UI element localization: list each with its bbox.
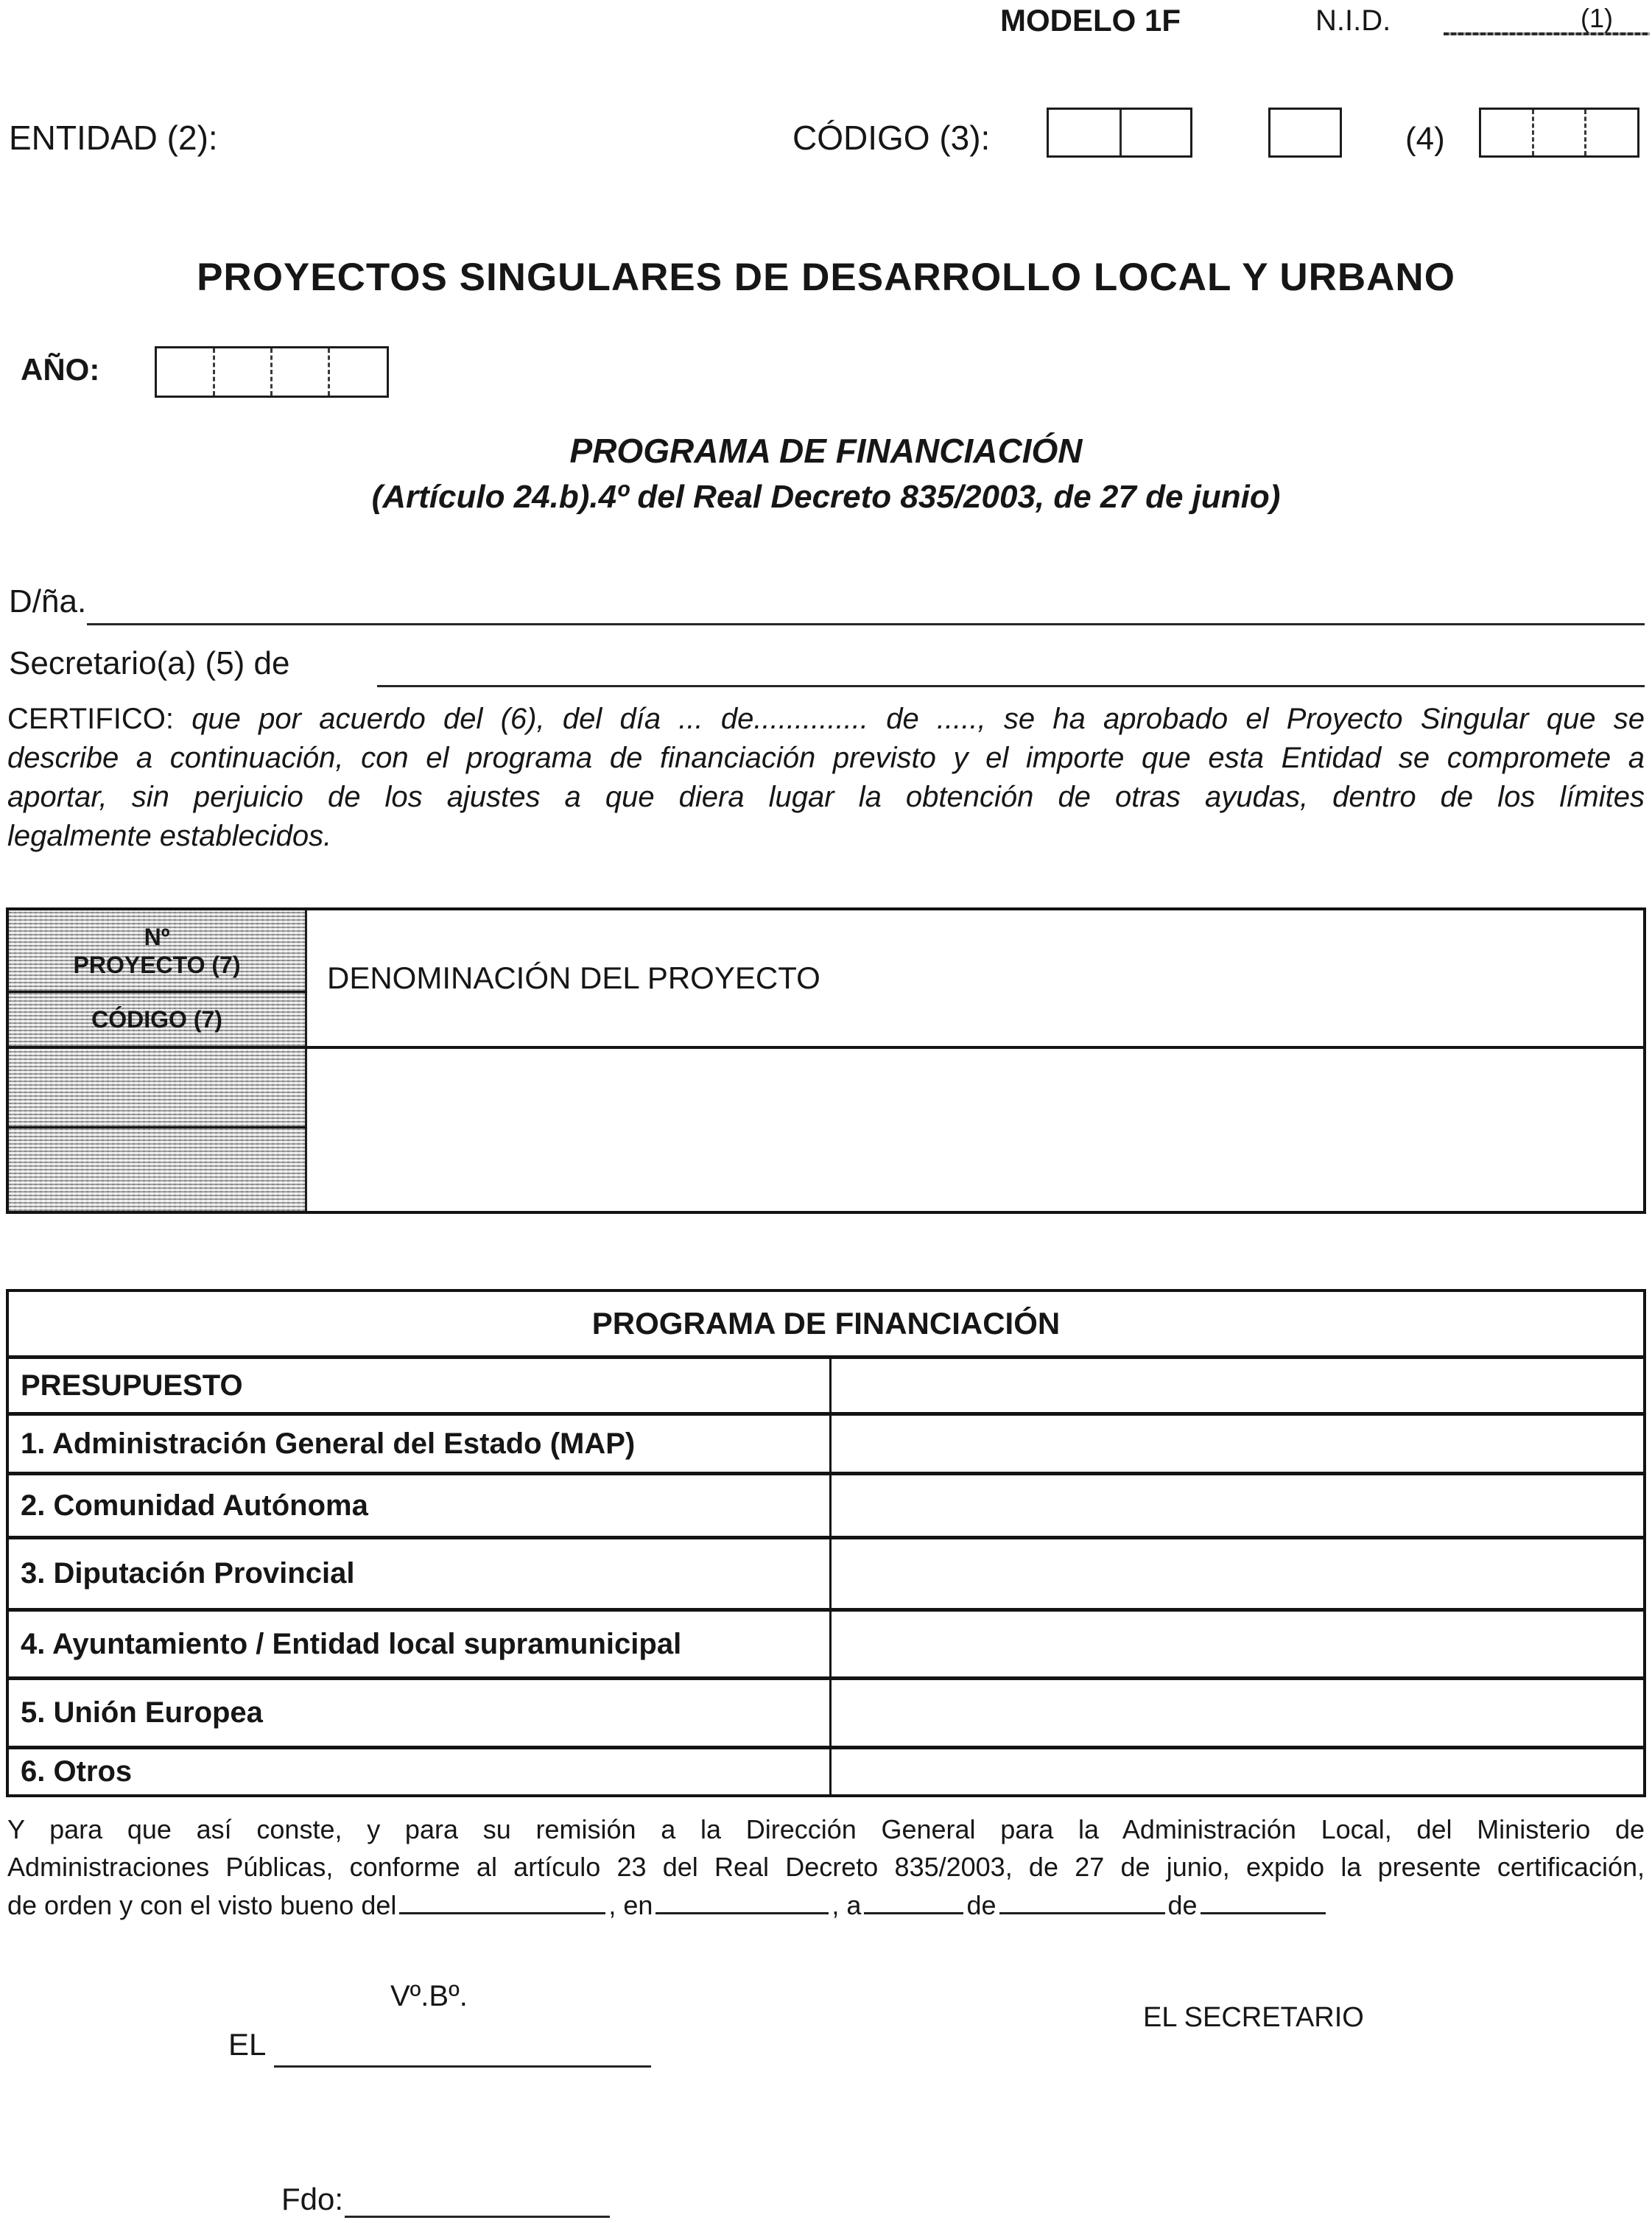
secretario-blank-line [377, 685, 1645, 687]
project-table-left-divider-2 [9, 1126, 307, 1128]
el-blank-line [274, 2065, 651, 2068]
ref1-label: (1) [1581, 3, 1613, 33]
page-title: PROYECTOS SINGULARES DE DESARROLLO LOCAL Y URBANO [197, 256, 1455, 299]
dna-blank-line [87, 623, 1645, 625]
financing-value-column-divider [829, 1355, 832, 1794]
project-number-entry-cell [9, 1049, 307, 1126]
anio-box-divider-2 [270, 348, 273, 396]
closing-line-3 [7, 1886, 1645, 1924]
closing-line-3-text-2: , en [608, 1890, 653, 1920]
denominacion-header-cell [309, 910, 1643, 1046]
secretario-label: Secretario(a) (5) de [9, 645, 290, 681]
fdo-blank-line [345, 2216, 610, 2218]
closing-blank-cargo [399, 1886, 605, 1914]
modelo-label: MODELO 1F [1000, 3, 1181, 38]
financing-divider-2 [9, 1472, 1643, 1475]
certifico-line-2: describe a continuación, con el programa de financiación previsto y el importe que esta Entidad se compromete a [7, 742, 1645, 774]
financing-row-diputacion: 3. Diputación Provincial [21, 1557, 355, 1590]
dna-label: D/ña. [9, 583, 87, 619]
closing-line-3-text-5: de [1167, 1890, 1198, 1920]
anio-label: AÑO: [21, 352, 100, 387]
vobo-label: Vº.Bº. [390, 1980, 468, 2012]
closing-line-2: Administraciones Públicas, conforme al artículo 23 del Real Decreto 835/2003, de 27 de junio, expido la presente certificación, [7, 1852, 1645, 1882]
certifico-line-1-text: que por acuerdo del (6), del día ... de.............. de ....., se ha aprobado el Proyecto Singular que se [191, 703, 1645, 735]
financing-divider-3 [9, 1536, 1643, 1539]
codigo-box-province-divider [1120, 110, 1122, 155]
anio-box [155, 346, 389, 398]
codigo-box-municipality-divider-1 [1532, 110, 1534, 155]
financing-row-ayuntamiento: 4. Ayuntamiento / Entidad local supramunicipal [21, 1627, 682, 1660]
codigo-label: CÓDIGO (3): [792, 119, 991, 157]
closing-blank-dia [864, 1886, 963, 1914]
project-number-header-line2: PROYECTO (7) [73, 951, 241, 978]
certifico-line-3: aportar, sin perjuicio de los ajustes a que diera lugar la obtención de otras ayudas, dentro de los límites [7, 781, 1645, 813]
financing-table-title: PROGRAMA DE FINANCIACIÓN [591, 1306, 1061, 1341]
closing-line-3-text-4: de [966, 1890, 997, 1920]
program-heading-article: (Artículo 24.b).4º del Real Decreto 835/2003, de 27 de junio) [371, 479, 1281, 515]
el-label: EL [228, 2027, 267, 2062]
financing-row-otros: 6. Otros [21, 1755, 133, 1788]
program-heading: PROGRAMA DE FINANCIACIÓN [569, 432, 1083, 470]
nid-label: N.I.D. [1315, 4, 1391, 37]
certifico-line-4: legalmente establecidos. [7, 820, 332, 852]
financing-divider-1 [9, 1412, 1643, 1416]
el-secretario-label: EL SECRETARIO [1143, 2002, 1364, 2033]
project-code-entry-cell [9, 1128, 307, 1211]
certifico-lead: CERTIFICO: [7, 703, 174, 735]
closing-line-3-text-1: de orden y con el visto bueno del [7, 1890, 397, 1920]
codigo-box-province [1047, 108, 1192, 158]
project-table [6, 907, 1646, 1214]
financing-divider-4 [9, 1608, 1643, 1612]
closing-line-1: Y para que así conste, y para su remisión a la Dirección General para la Administración Local, del Ministerio de [7, 1814, 1645, 1844]
ref4-label: (4) [1405, 121, 1445, 157]
closing-paragraph [7, 1811, 1645, 1924]
closing-blank-anio [1201, 1886, 1326, 1914]
financing-row-estado: 1. Administración General del Estado (MAP) [21, 1427, 636, 1460]
closing-blank-mes [999, 1886, 1165, 1914]
codigo-box-municipality-divider-2 [1584, 110, 1586, 155]
closing-line-3-text-3: , a [832, 1890, 862, 1920]
financing-row-comunidad: 2. Comunidad Autónoma [21, 1489, 368, 1522]
certifico-line-1 [7, 700, 1645, 739]
nid-blank-line [1444, 32, 1650, 35]
financing-table [6, 1289, 1646, 1797]
codigo-box-municipality [1479, 108, 1639, 158]
closing-blank-lugar [655, 1886, 829, 1914]
project-number-header-cell [9, 910, 307, 991]
codigo-box-single [1268, 108, 1342, 158]
fdo-label: Fdo: [281, 2182, 344, 2216]
project-code-header-cell [9, 993, 307, 1046]
financing-table-title-cell [9, 1292, 1643, 1355]
financing-divider-6 [9, 1746, 1643, 1749]
certifico-paragraph [7, 700, 1645, 856]
entidad-label: ENTIDAD (2): [9, 119, 218, 157]
financing-row-presupuesto: PRESUPUESTO [21, 1369, 243, 1402]
denominacion-header-label: DENOMINACIÓN DEL PROYECTO [327, 961, 820, 995]
anio-box-divider-3 [328, 348, 330, 396]
project-number-header-line1: Nº [144, 923, 170, 950]
project-table-left-divider-1 [9, 991, 307, 993]
anio-box-divider-1 [213, 348, 215, 396]
denominacion-entry-cell [309, 1049, 1643, 1211]
financing-divider-0 [9, 1355, 1643, 1359]
financing-row-union-europea: 5. Unión Europea [21, 1696, 263, 1729]
project-code-header-label: CÓDIGO (7) [91, 1005, 222, 1033]
financing-divider-5 [9, 1676, 1643, 1680]
